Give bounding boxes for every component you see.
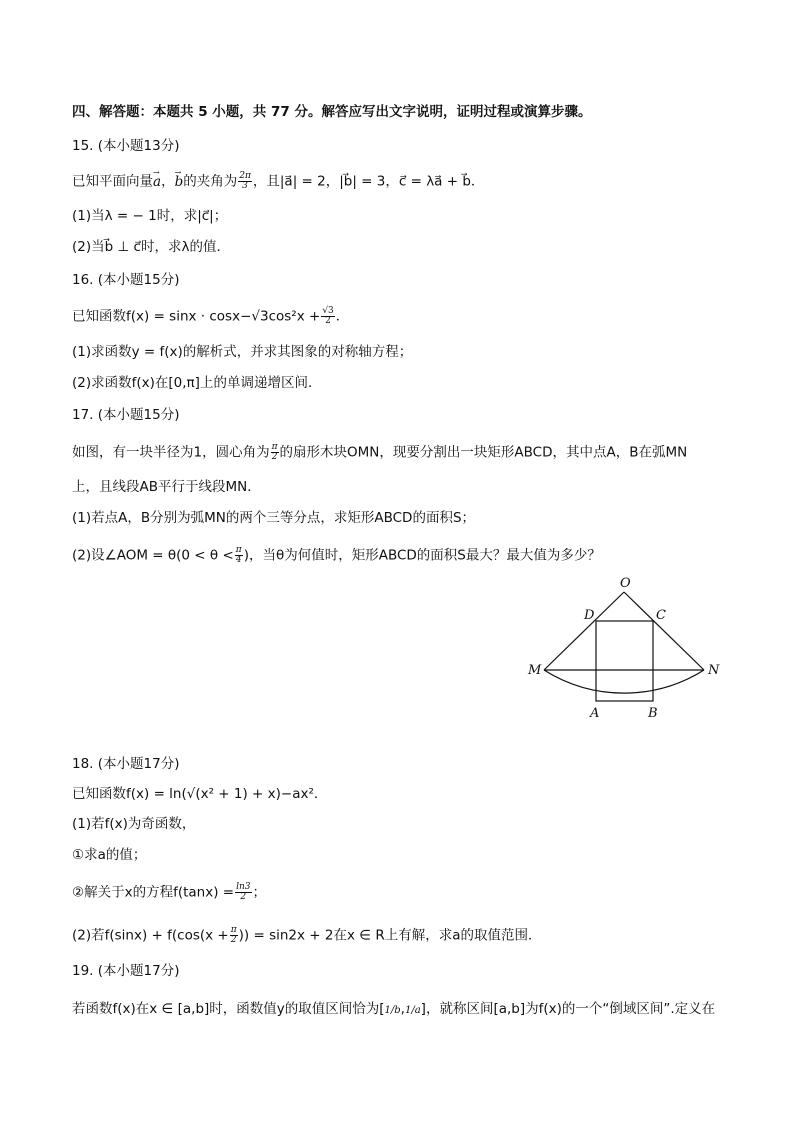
q18-sub2 [72, 883, 266, 902]
q18-part2 [72, 926, 541, 945]
q15-angle-fraction [238, 172, 252, 191]
rectangle-abcd [596, 621, 653, 701]
label-o: O [620, 576, 631, 591]
label-n: N [708, 663, 720, 678]
fraction-numerator: π [271, 442, 278, 452]
fraction-denominator: 2 [240, 892, 247, 902]
label-c: C [656, 608, 666, 623]
q16-constant-fraction [321, 307, 334, 326]
q15-stem-comma: ， [161, 173, 175, 190]
arc-mn [544, 670, 704, 693]
q15-stem-tail: ，且|a⃗| = 2，|b⃗| = 3，c⃗ = λa⃗ + b⃗． [252, 173, 485, 190]
q17-part2-a: (2)设∠AOM = θ(0 < θ < [72, 547, 234, 564]
q16-stem-prefix: 已知函数f(x) = sinx · cosx−√3cos²x + [72, 308, 321, 325]
label-m: M [528, 663, 542, 678]
q15-stem-prefix: 已知平面向量 [72, 173, 153, 190]
vector-b: → b [175, 173, 184, 191]
fraction-denominator: 2 [325, 316, 331, 326]
fraction-denominator: 4 [235, 555, 242, 565]
section-header: 四、解答题：本题共 5 小题，共 77 分。解答应写出文字说明，证明过程或演算步骤。 [72, 104, 592, 120]
q17-stem-a: 如图，有一块半径为1，圆心角为 [72, 444, 270, 461]
q18-part2-fraction [230, 926, 238, 945]
q16-part1: (1)求函数y = f(x)的解析式，并求其图象的对称轴方程； [72, 344, 413, 360]
q15-title: 15. (本小题13分) [72, 138, 180, 154]
label-d: D [584, 608, 595, 623]
radius-om [544, 592, 624, 670]
q18-sub2-b: ； [252, 884, 266, 901]
fraction-numerator: π [235, 545, 242, 555]
q18-title: 18. (本小题17分) [72, 756, 180, 772]
q15-part1: (1)当λ = − 1时，求|c⃗|； [72, 208, 228, 224]
q19-stem-b: ]，就称区间[a,b]为f(x)的一个“倒域区间”.定义在 [420, 1001, 716, 1017]
q18-part1: (1)若f(x)为奇函数， [72, 816, 196, 832]
q19-stem-a: 若函数f(x)在x ∈ [a,b]时，函数值y的取值区间恰为[ [72, 1001, 385, 1017]
q19-frac-1b: 1/b [384, 1005, 401, 1016]
q16-title: 16. (本小题15分) [72, 272, 180, 288]
q19-stem: 若函数f(x)在x ∈ [a,b]时，函数值y的取值区间恰为[1/b,1/a]，就称区间[a,b]为f(x)的一个“倒域区间”.定义在 [72, 1001, 716, 1017]
q18-sub2-a: ②解关于x的方程f(tanx) = [72, 884, 235, 901]
q17-title: 17. (本小题15分) [72, 407, 180, 423]
label-b: B [648, 706, 658, 721]
q17-part1: (1)若点A，B分别为弧MN的两个三等分点，求矩形ABCD的面积S； [72, 510, 476, 526]
radius-on [624, 592, 704, 670]
q15-stem-angle: 的夹角为 [183, 173, 238, 190]
q18-part2-a: (2)若f(sinx) + f(cos(x + [72, 927, 229, 944]
fraction-denominator: 2 [271, 452, 278, 462]
q18-part2-b: )) = sin2x + 2在x ∈ R上有解，求a的取值范围． [238, 927, 542, 944]
fraction-denominator: 3 [242, 181, 248, 191]
q19-frac-1a: 1/a [404, 1005, 421, 1016]
fraction-numerator: √3 [322, 306, 334, 316]
fraction-numerator: ln3 [236, 882, 251, 892]
q17-angle-fraction [271, 443, 279, 462]
fraction-numerator: 2π [239, 171, 251, 181]
q17-part2-b: )，当θ为何值时，矩形ABCD的面积S最大？最大值为多少？ [243, 547, 601, 564]
label-a: A [590, 706, 600, 721]
q17-stem [72, 443, 687, 462]
q16-stem-tail: ． [335, 308, 350, 325]
q18-sub2-fraction [235, 883, 251, 902]
q17-stem-b: 的扇形木块OMN，现要分割出一块矩形ABCD，其中点A，B在弧MN [279, 444, 688, 461]
fraction-numerator: π [230, 925, 237, 935]
q18-stem: 已知函数f(x) = ln(√(x² + 1) + x)−ax²． [72, 786, 328, 802]
q15-stem [72, 172, 484, 191]
q16-stem [72, 307, 349, 326]
q18-sub1: ①求a的值； [72, 847, 147, 863]
sector-rectangle-figure [520, 570, 730, 725]
fraction-denominator: 2 [230, 935, 237, 945]
q16-part2: (2)求函数f(x)在[0,π]上的单调递增区间． [72, 375, 322, 391]
q17-part2 [72, 546, 601, 565]
q17-stem-line2: 上，且线段AB平行于线段MN． [72, 479, 261, 495]
q19-title: 19. (本小题17分) [72, 963, 180, 979]
q17-part2-fraction [235, 546, 243, 565]
vector-a: → a [153, 173, 161, 191]
q15-part2: (2)当b⃗ ⊥ c⃗时，求λ的值． [72, 239, 230, 255]
